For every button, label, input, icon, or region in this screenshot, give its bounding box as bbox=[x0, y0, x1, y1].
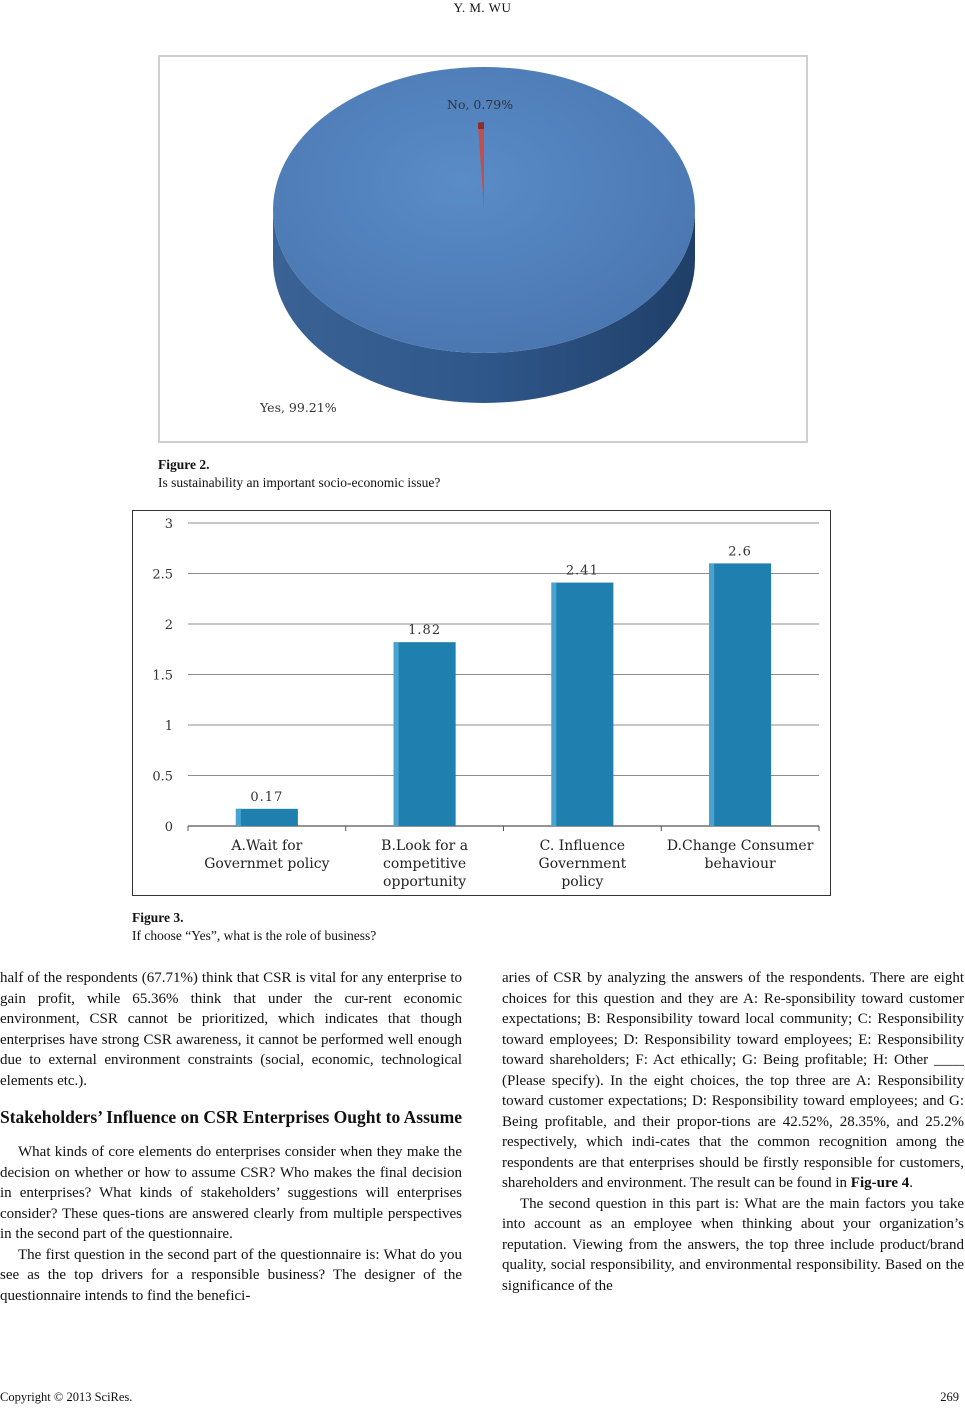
left-paragraph-1: half of the respondents (67.71%) think that CSR is vital for any enterprise to gain profit, while 65.36% think that under the cur-rent economic environment, CSR cannot be prioritized, which indicates that though enterprises have strong CSR awareness, it cannot be performed well enough due to external environment constraints (social, economic, technological elements etc.). bbox=[0, 970, 462, 1089]
bar-chart-svg bbox=[133, 511, 830, 895]
left-paragraph-3: The first question in the second part of the questionnaire is: What do you see as the top drivers for a responsible business? The designer of the questionnaire intends to find the benefici- bbox=[0, 1246, 462, 1304]
left-paragraph-2: What kinds of core elements do enterprises consider when they make the decision on whether or how to assume CSR? Who makes the final decision in enterprises? What kinds of stakeholders’ suggestions will enterprises consider? These ques-tions are answered clearly from multiple perspectives in the second part of the questionnaire. bbox=[0, 1144, 462, 1242]
bar-value-label: 1.82 bbox=[408, 623, 442, 639]
right-paragraph-1-end: . bbox=[909, 1175, 914, 1191]
left-column bbox=[0, 968, 462, 1306]
bar bbox=[394, 642, 456, 826]
figure-3-title: If choose “Yes”, what is the role of business? bbox=[132, 928, 377, 943]
bar bbox=[236, 809, 298, 826]
figure-3-label: Figure 3. bbox=[132, 910, 184, 925]
bar-highlight bbox=[394, 642, 399, 826]
footer-copyright: Copyright © 2013 SciRes. bbox=[0, 1390, 133, 1404]
bar-value-label: 0.17 bbox=[250, 789, 284, 805]
figure-2-label: Figure 2. bbox=[158, 457, 210, 472]
figure-2-caption bbox=[158, 456, 440, 492]
right-paragraph-1 bbox=[502, 968, 964, 1194]
x-tick-label: A.Wait for bbox=[231, 838, 303, 854]
y-tick-label: 2 bbox=[164, 618, 173, 633]
slice-label-no: No, 0.79% bbox=[447, 97, 514, 112]
y-tick-label: 0 bbox=[164, 820, 173, 835]
section-heading: Stakeholders’ Influence on CSR Enterprises Ought to Assume bbox=[0, 1107, 462, 1127]
right-paragraph-1-text: aries of CSR by analyzing the answers of the respondents. There are eight choices for this question and they are A: Re-sponsibility toward customer expectations; B: Responsibility toward local community; C: Responsibility toward employees; D: Responsibility toward employees; E: Responsibility toward shareholders; F: Act ethically; G: Being profitable; H: Other ____ (Please specify). In the eight choices, the top three are A: Responsibility toward customer expectations; D: Responsibility toward employees; and G: Being profitable, and their propor-tions are 42.52%, 28.35%, and 25.2% respectively, which indi-cates that the common recognition among the respondents are that enterprises should be firstly responsible for customers, shareholders and environment. The result can be found in bbox=[502, 970, 964, 1191]
bar-value-label: 2.6 bbox=[728, 544, 752, 560]
y-tick-label: 2.5 bbox=[152, 567, 173, 583]
figure-2-pie-chart bbox=[158, 55, 808, 443]
figure-2-title: Is sustainability an important socio-economic issue? bbox=[158, 475, 441, 490]
x-tick-label: behaviour bbox=[704, 856, 776, 872]
y-tick-label: 1.5 bbox=[152, 668, 173, 684]
bar-highlight bbox=[709, 563, 714, 826]
x-tick-label: opportunity bbox=[383, 874, 467, 890]
x-tick-label: C. Influence bbox=[539, 838, 626, 854]
y-tick-label: 1 bbox=[164, 719, 173, 734]
y-tick-label: 0.5 bbox=[152, 769, 173, 785]
slice-label-yes: Yes, 99.21% bbox=[260, 400, 337, 415]
x-tick-label: Government bbox=[538, 856, 627, 872]
x-tick-label: Governmet policy bbox=[204, 856, 330, 872]
pie-chart-svg bbox=[160, 57, 806, 441]
footer-page-number: 269 bbox=[940, 1390, 959, 1404]
running-head: Y. M. WU bbox=[453, 0, 512, 15]
bar bbox=[709, 563, 771, 826]
bar-highlight bbox=[236, 809, 241, 826]
pie-slice-no-side bbox=[478, 122, 484, 129]
x-tick-label: policy bbox=[561, 874, 604, 890]
bar-highlight bbox=[551, 583, 556, 826]
figure-3-bar-chart bbox=[132, 510, 831, 896]
bar-value-label: 2.41 bbox=[565, 563, 599, 579]
bar bbox=[551, 583, 613, 826]
x-tick-label: B.Look for a bbox=[381, 838, 469, 854]
figure-3-caption bbox=[132, 909, 376, 945]
y-tick-label: 3 bbox=[164, 517, 173, 532]
right-column bbox=[502, 968, 964, 1296]
x-tick-label: D.Change Consumer bbox=[666, 838, 814, 854]
right-paragraph-2: The second question in this part is: What are the main factors you take into account as an employee when thinking about your organization’s reputation. Viewing from the answers, the top three include product/brand quality, social responsibility, and environmental responsibility. Based on the significance of the bbox=[502, 1195, 964, 1294]
figure-4-reference[interactable]: Fig-ure 4 bbox=[850, 1175, 910, 1191]
x-tick-label: competitive bbox=[383, 856, 467, 872]
